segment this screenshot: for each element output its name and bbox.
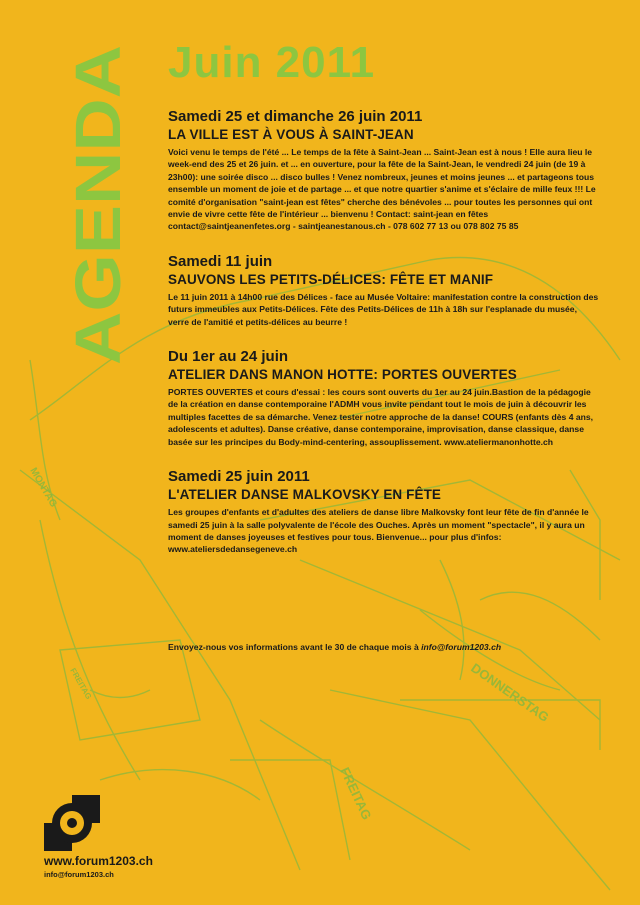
- submission-email-link[interactable]: info@forum1203.ch: [421, 642, 502, 652]
- submission-note-text: Envoyez-nous vos informations avant le 30 de chaque mois à: [168, 642, 422, 652]
- event-date: Samedi 25 juin 2011: [168, 468, 310, 486]
- event-title: LA VILLE EST À VOUS À SAINT-JEAN: [168, 127, 414, 142]
- freitag-label: FREITAG: [337, 764, 375, 823]
- event-item: [168, 468, 600, 556]
- event-item: [168, 253, 600, 328]
- montag-label: MONTAG: [27, 466, 59, 510]
- event-title: ATELIER DANS MANON HOTTE: PORTES OUVERTES: [168, 367, 517, 383]
- forum1203-logo: [44, 795, 100, 851]
- event-item: [168, 108, 600, 233]
- events-list: [168, 108, 600, 576]
- event-title: SAUVONS LES PETITS-DÉLICES: FÊTE ET MANIF: [168, 271, 494, 287]
- event-description: Les groupes d'enfants et d'adultes des ateliers de danse libre Malkovsky font leur fête de fin d'année le samedi 25 juin à la salle polyvalente de l'école des Ouches. Après un moment "spectacle", il y aura un moment de danses joyeuses et festives pour tous. Bienvenue... pour plus d'infos: www.ateliersdedansegeneve.ch: [168, 507, 589, 555]
- event-description: Le 11 juin 2011 à 14h00 rue des Délices - face au Musée Voltaire: manifestation contre la construction des futurs immeubles aux Petits-Délices. Fête des Petits-Délices de 11h à 18h sur l'esplanade du musée, verre de l'amitié et petits-délices au beurre !: [168, 291, 599, 327]
- freitag-small-label: FREITAG: [68, 666, 94, 701]
- event-item: [168, 348, 600, 448]
- event-description: Voici venu le temps de l'été ... Le temps de la fête à Saint-Jean ... Saint-Jean est à nous ! Elle aura lieu le week-end des 25 et 26 juin. et ... en ouverture, pour la fête de la Saint-Jean, le vendredi 24 juin (de 19 à 23h00): une soirée disco ... disco bulles ! Venez nombreux, jeunes et moins jeunes ... et partageons tous ensemble un moment de joie et de partage ... et que notre quartier s'anime et s'éclaire de mille feux !!! Le comité d'organisation "saint-jean est fêtes" cherche des bénévoles ... pour toutes les personnes qui ont envie de vivre cette fête de l'intérieur ... bienvenu ! Contact: saint-jean en fêtes contact@saintjeanenfetes.org - saintjeanestanous.ch - 078 602 77 13 ou 078 802 75 85: [168, 147, 596, 232]
- event-date: Du 1er au 24 juin: [168, 348, 289, 366]
- event-date: Samedi 11 juin: [168, 252, 273, 270]
- event-date: Samedi 25 et dimanche 26 juin 2011: [168, 108, 423, 125]
- submission-note: [168, 642, 600, 652]
- footer-website-link[interactable]: www.forum1203.ch: [44, 854, 153, 868]
- month-title: Juin 2011: [168, 38, 376, 87]
- event-description: PORTES OUVERTES et cours d'essai : les cours sont ouverts du 1er au 24 juin.Bastion de la pédagogie de la création en danse contemporaine l'ADMH vous invite pendant tout le mois de juin à découvrir les multiples facettes de sa démarche. Venez tester notre approche de la danse! COURS (enfants dès 4 ans, adolescents et adultes). Danse créative, danse contemporaine, improvisation, danse classique, danse basée sur les principes du Body-mind-centering, assouplissement. www.ateliermanonhotte.ch: [168, 387, 594, 447]
- footer-email-link[interactable]: info@forum1203.ch: [44, 870, 114, 879]
- event-title: L'ATELIER DANSE MALKOVSKY EN FÊTE: [168, 487, 442, 503]
- agenda-vertical-title: [62, 40, 134, 370]
- agenda-vertical-text: AGENDA: [62, 87, 134, 365]
- donnerstag-label: DONNERSTAG: [468, 660, 552, 725]
